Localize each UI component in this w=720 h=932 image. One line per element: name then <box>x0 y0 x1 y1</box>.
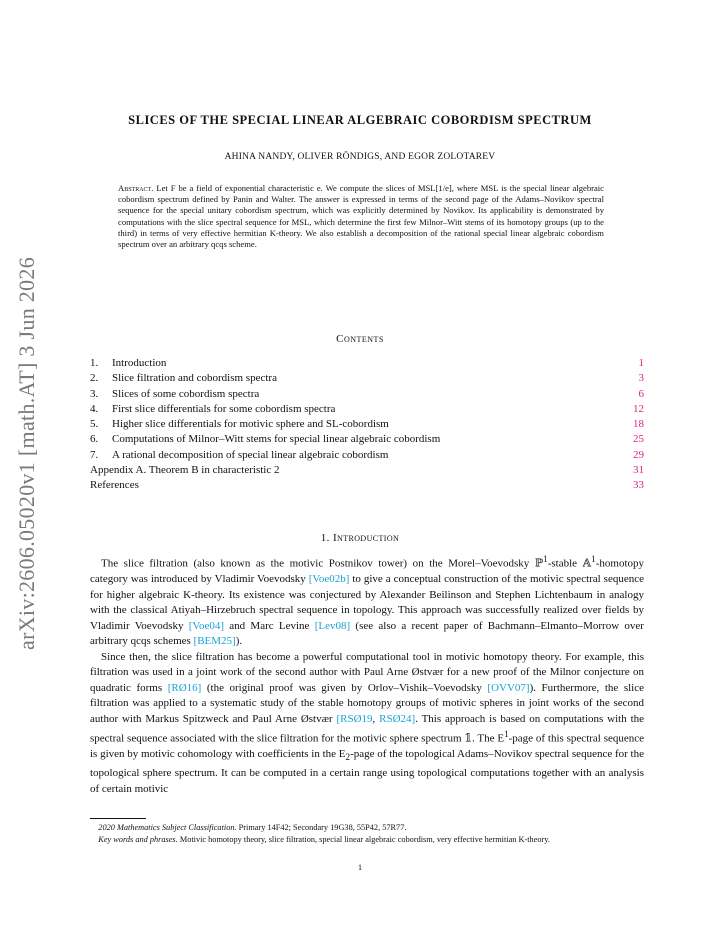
toc-entry-number: 3. <box>90 387 99 400</box>
toc-entry[interactable] <box>90 417 644 432</box>
section-heading: 1. Introduction <box>320 532 400 544</box>
keywords-footnote: Key words and phrases. Motivic homotopy theory, slice filtration, special linear algebraic cobordism, very effective hermitian K-theory. <box>98 835 550 844</box>
msc-footnote: 2020 Mathematics Subject Classification. Primary 14F42; Secondary 19G38, 55P42, 57R77. <box>98 823 407 832</box>
arxiv-identifier-stamp: arXiv:2606.05020v1 [math.AT] 3 Jun 2026 <box>14 257 39 650</box>
toc-entry-page-link[interactable]: 29 <box>633 448 644 461</box>
section-body <box>90 552 644 797</box>
toc-entry-page-link[interactable]: 25 <box>633 433 644 446</box>
table-of-contents <box>90 356 644 494</box>
toc-entry-page-link[interactable]: 18 <box>633 418 644 431</box>
toc-entry[interactable] <box>90 387 644 402</box>
toc-entry-number: 5. <box>90 418 99 431</box>
toc-entry-title: First slice differentials for some cobordism spectra <box>112 402 336 415</box>
abstract-label: Abstract. <box>118 183 154 193</box>
footnotes <box>90 822 644 846</box>
toc-entry-title: Slices of some cobordism spectra <box>112 387 260 400</box>
citation-link[interactable]: RSØ24] <box>379 712 416 725</box>
toc-entry[interactable] <box>90 432 644 447</box>
citation-link[interactable]: [RSØ19 <box>336 712 373 725</box>
toc-entry[interactable] <box>90 463 644 478</box>
toc-entry-page-link[interactable]: 3 <box>638 372 644 385</box>
toc-heading: Contents <box>336 333 384 345</box>
toc-entry-title: Appendix A. Theorem B in characteristic 2 <box>90 464 280 477</box>
toc-entry-page-link[interactable]: 33 <box>633 479 644 492</box>
toc-entry[interactable] <box>90 478 644 493</box>
toc-entry[interactable] <box>90 371 644 386</box>
toc-entry-number: 4. <box>90 402 99 415</box>
abstract-text: Let F be a field of exponential characteristic e. We compute the slices of MSL[1/e], where MSL is the special linear algebraic cobordism spectrum defined by Panin and Walter. The answer is expressed in terms of the second page of the Adams–Novikov spectral sequence for the special unitary cobordism spectrum, which was explicitly determined by Novikov. Its applicability is demonstrated by computations with the slice spectral sequence for MSL, which determine the first few Milnor–Witt stems of its homotopy groups (up to the third) in terms of very effective hermitian K-theory. We also establish a decomposition of the rational special linear algebraic cobordism spectrum over an arbitrary qcqs scheme. <box>118 183 605 250</box>
toc-entry-number: 1. <box>90 357 99 369</box>
footnote-rule <box>90 818 146 819</box>
toc-entry[interactable] <box>90 356 644 371</box>
citation-link[interactable]: [BEM25] <box>193 635 236 648</box>
toc-entry-title: Higher slice differentials for motivic sphere and SL-cobordism <box>112 418 389 431</box>
paragraph: Since then, the slice filtration has become a powerful computational tool in motivic homotopy theory. For example, this filtration was used in a joint work of the second author with Paul Arne Østvær for a new proof of the Milnor conjecture on quadratic forms [RØ16] (the original proof was given by Orlov–Vishik–Voevodsky [OVV07]). Furthermore, the slice filtration was applied to a systematic study of the stable homotopy groups of motivic spheres in joint works of the second author with Markus Spitzweck and Paul Arne Østvær [RSØ19, RSØ24]. This approach is based on computations with the spectral sequence associated with the slice filtration for the motivic sphere spectrum 𝟙. The $E^1$-page of this spectral sequence is given by motivic cohomology with coefficients in the $E_2$-page of the topological Adams–Novikov spectral sequence for the topological sphere spectrum. It can be computed in a certain range using topological computations together with an analysis of certain motivic <box>90 650 645 795</box>
citation-link[interactable]: [RØ16] <box>167 681 202 694</box>
toc-entry-page-link[interactable]: 1 <box>638 357 644 369</box>
toc-entry-page-link[interactable]: 6 <box>638 387 644 400</box>
author-list: AHINA NANDY, OLIVER RÖNDIGS, AND EGOR ZOLOTAREV <box>224 152 496 162</box>
toc-entry[interactable] <box>90 402 644 417</box>
toc-entry[interactable] <box>90 448 644 463</box>
paper-title: SLICES OF THE SPECIAL LINEAR ALGEBRAIC COBORDISM SPECTRUM <box>128 113 592 127</box>
citation-link[interactable]: [Voe02b] <box>308 573 350 586</box>
toc-entry-title: Computations of Milnor–Witt stems for special linear algebraic cobordism <box>112 433 441 446</box>
toc-entry-page-link[interactable]: 31 <box>633 464 644 477</box>
abstract <box>118 183 604 250</box>
toc-entry-title: Introduction <box>112 357 167 369</box>
toc-entry-number: 7. <box>90 448 99 461</box>
toc-entry-title: References <box>90 479 139 492</box>
toc-entry-title: Slice filtration and cobordism spectra <box>112 372 277 385</box>
toc-entry-page-link[interactable]: 12 <box>633 402 644 415</box>
toc-entry-title: A rational decomposition of special linear algebraic cobordism <box>112 448 389 461</box>
paragraph: The slice filtration (also known as the motivic Postnikov tower) on the Morel–Voevodsky ℙ$^1$-stable 𝔸$^1$-homotopy category was introduced by Vladimir Voevodsky [Voe02b] to give a conceptual construction of the motivic spectral sequence for higher algebraic K-theory. Its existence was conjectured by Alexander Beilinson and Stephen Lichtenbaum in analogy with the classical Atiyah–Hirzebruch spectral sequence in topology. This approach was successfully realized over fields by Vladimir Voevodsky [Voe04] and Marc Levine [Lev08] (see also a recent paper of Bachmann–Elmanto–Morrow over arbitrary qcqs schemes [BEM25]). <box>90 554 644 648</box>
citation-link[interactable]: [Lev08] <box>314 619 351 632</box>
toc-entry-number: 2. <box>90 372 99 385</box>
citation-link[interactable]: [OVV07] <box>487 681 530 694</box>
toc-entry-number: 6. <box>90 433 99 446</box>
citation-link[interactable]: [Voe04] <box>188 619 224 632</box>
page-number: 1 <box>357 862 363 872</box>
